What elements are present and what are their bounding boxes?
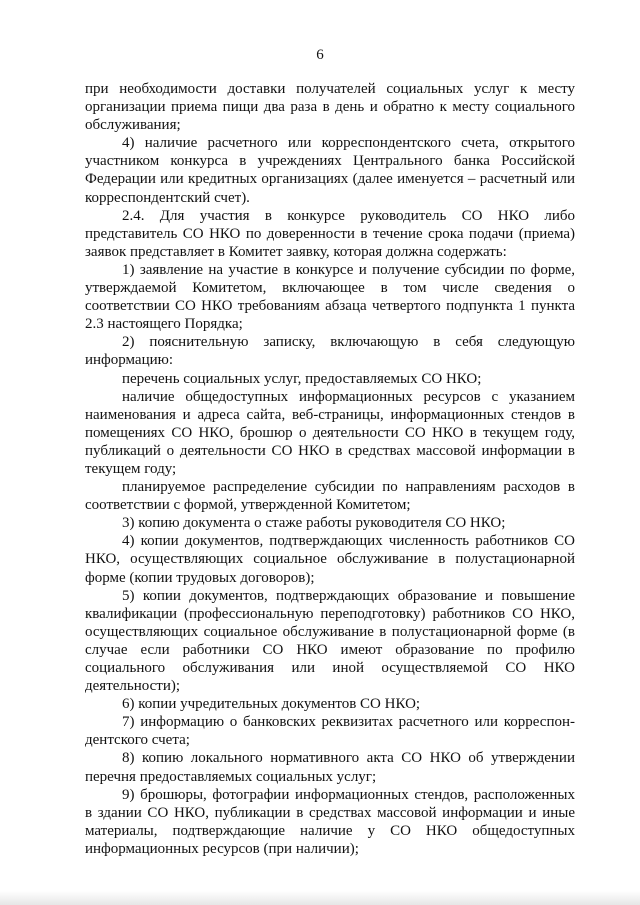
paragraph-continuation: при необходимости доставки получателей социальных услуг к месту организации приема пищи два раза в день и обратно к месту социального обслуживания; <box>85 81 575 134</box>
paragraph-item-3: 3) копию документа о стаже работы руководителя СО НКО; <box>122 515 506 532</box>
paragraph-section-2-4: 2.4. Для участия в конкурсе руководитель СО НКО либо представитель СО НКО по доверенности в течение срока подачи (приема) заявок представляет в Комитет заявку, которая должна содержать: <box>85 207 575 260</box>
paragraph-item-6: 6) копии учредительных документов СО НКО; <box>122 696 421 713</box>
paragraph-item-4-copies: 4) копии документов, подтверждающих численность работников СО НКО, осуществляющих социальное обслуживание в полустационарной форме (копии трудовых договоров); <box>85 533 575 586</box>
paragraph-info-resources: наличие общедоступных информационных ресурсов с указанием наименования и адреса сайта, веб-страницы, информационных стендов в помещениях СО НКО, брошюр о деятельности СО НКО в текущем году, публикаций о деятельности СО НКО в средствах массовой информации в текущем году; <box>85 388 575 477</box>
paragraph-item-7: 7) информацию о банковских реквизитах расчетного или корреспон-дентского счета; <box>85 714 575 749</box>
paragraph-item-9: 9) брошюры, фотографии информационных стендов, расположенных в здании СО НКО, публикации в средствах массовой информации и иные материалы, подтверждающие наличие у СО НКО общедоступных информационных ресурсов (при наличии); <box>85 786 575 857</box>
paragraph-item-8: 8) копию локального нормативного акта СО НКО об утверждении перечня предоставляемых социальных услуг; <box>85 750 575 785</box>
page-bottom-edge <box>0 891 640 905</box>
paragraph-item-1: 1) заявление на участие в конкурсе и получение субсидии по форме, утверждаемой Комитетом, включающее в том числе сведения о соответствии СО НКО требованиям абзаца четвертого подпункта 1 пункта 2.3 настоящего Порядка; <box>85 261 575 333</box>
paragraph-services-list: перечень социальных услуг, предоставляемых СО НКО; <box>122 370 482 387</box>
paragraph-item-4: 4) наличие расчетного или корреспондентского счета, открытого участником конкурса в учреждениях Центрального банка Российской Федерации или кредитных организациях (далее именуется – расчетный или корреспондентский счет). <box>85 135 575 206</box>
page-number: 6 <box>316 47 324 63</box>
document-body <box>85 80 575 858</box>
paragraph-item-5: 5) копии документов, подтверждающих образование и повышение квалификации (профессиональную переподготовку) работников СО НКО, осуществляющих социальное обслуживание в полустационарной форме (в случае если работники СО НКО имеют образование по профилю социального обслуживания или иной осуществляемой СО НКО деятельности); <box>85 587 575 695</box>
paragraph-subsidy-distribution: планируемое распределение субсидии по направлениям расходов в соответствии с формой, утвержденной Комитетом; <box>85 479 575 514</box>
paragraph-item-2: 2) пояснительную записку, включающую в себя следующую информацию: <box>85 334 575 369</box>
